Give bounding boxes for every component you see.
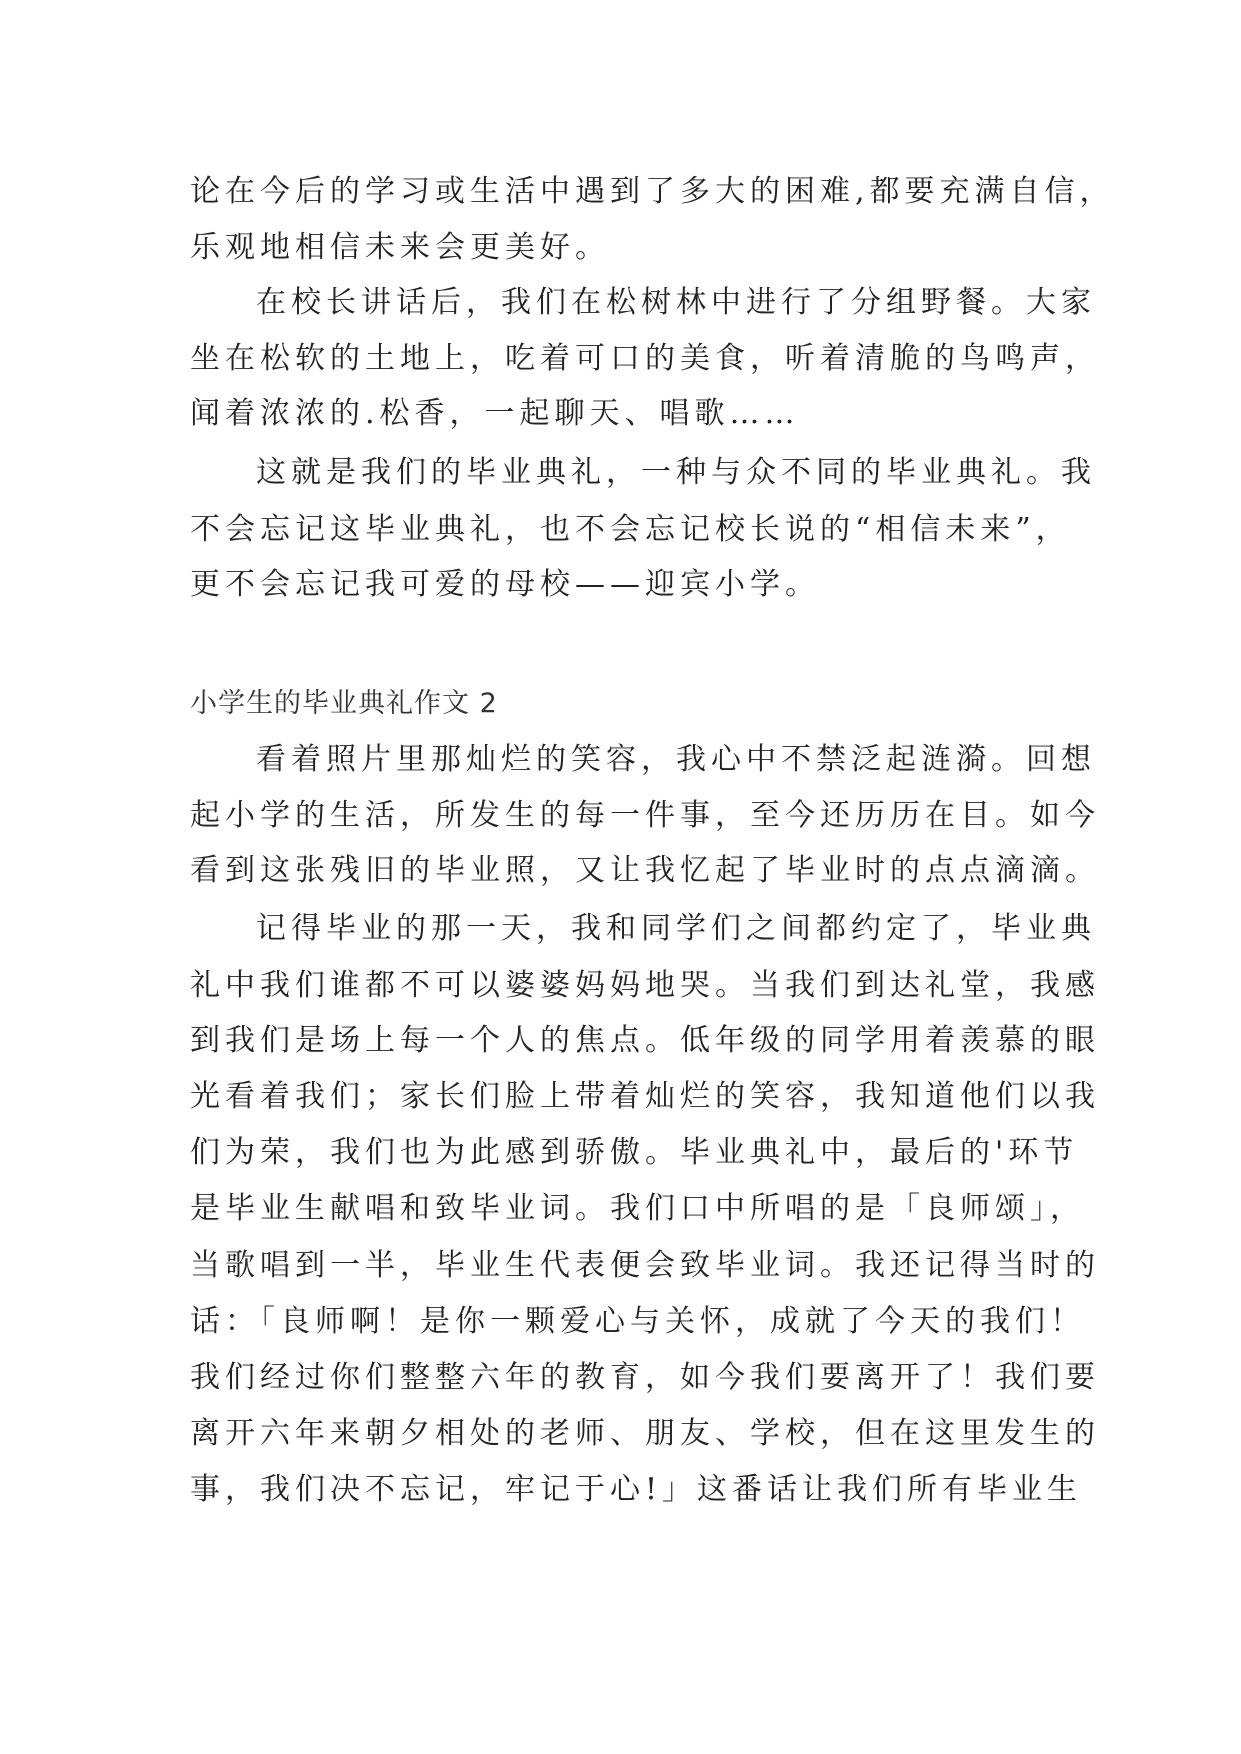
text-line: 记得毕业的那一天，我和同学们之间都约定了，毕业典 [256,911,1096,946]
text-line: 更不会忘记我可爱的母校——迎宾小学。 [190,567,820,602]
text-line: 到我们是场上每一个人的焦点。低年级的同学用着羡慕的眼 [190,1023,1100,1058]
text-line: 话：「良师啊！是你一颗爱心与关怀，成就了今天的我们！ [190,1304,1085,1339]
text-line: 礼中我们谁都不可以婆婆妈妈地哭。当我们到达礼堂，我感 [190,968,1100,1003]
text-line: 乐观地相信未来会更美好。 [190,230,610,265]
text-line: 闻着浓浓的.松香，一起聊天、唱歌…… [190,396,800,431]
text-line: 在校长讲话后，我们在松树林中进行了分组野餐。大家 [256,285,1096,320]
text-line: 坐在松软的土地上，吃着可口的美食，听着清脆的鸟鸣声， [190,341,1100,376]
text-line: 看着照片里那灿烂的笑容，我心中不禁泛起涟漪。回想 [256,742,1096,777]
text-line: 不会忘记这毕业典礼，也不会忘记校长说的“相信未来”， [190,512,1071,547]
section-title: 小学生的毕业典礼作文 2 [190,688,498,719]
text-line: 事，我们决不忘记，牢记于心!」这番话让我们所有毕业生 [190,1472,1083,1507]
text-line: 是毕业生献唱和致毕业词。我们口中所唱的是「良师颂」， [190,1191,1085,1226]
text-line: 论在今后的学习或生活中遇到了多大的困难,都要充满自信， [190,174,1115,209]
text-line: 我们经过你们整整六年的教育，如今我们要离开了！我们要 [190,1360,1100,1395]
text-line: 当歌唱到一半，毕业生代表便会致毕业词。我还记得当时的 [190,1248,1100,1283]
text-line: 看到这张残旧的毕业照，又让我忆起了毕业时的点点滴滴。 [190,853,1100,888]
text-line: 们为荣，我们也为此感到骄傲。毕业典礼中，最后的'环节 [190,1135,1079,1170]
text-line: 离开六年来朝夕相处的老师、朋友、学校，但在这里发生的 [190,1416,1100,1451]
text-line: 光看着我们；家长们脸上带着灿烂的笑容，我知道他们以我 [190,1079,1100,1114]
text-line: 这就是我们的毕业典礼，一种与众不同的毕业典礼。我 [256,455,1096,490]
text-line: 起小学的生活，所发生的每一件事，至今还历历在目。如今 [190,798,1100,833]
